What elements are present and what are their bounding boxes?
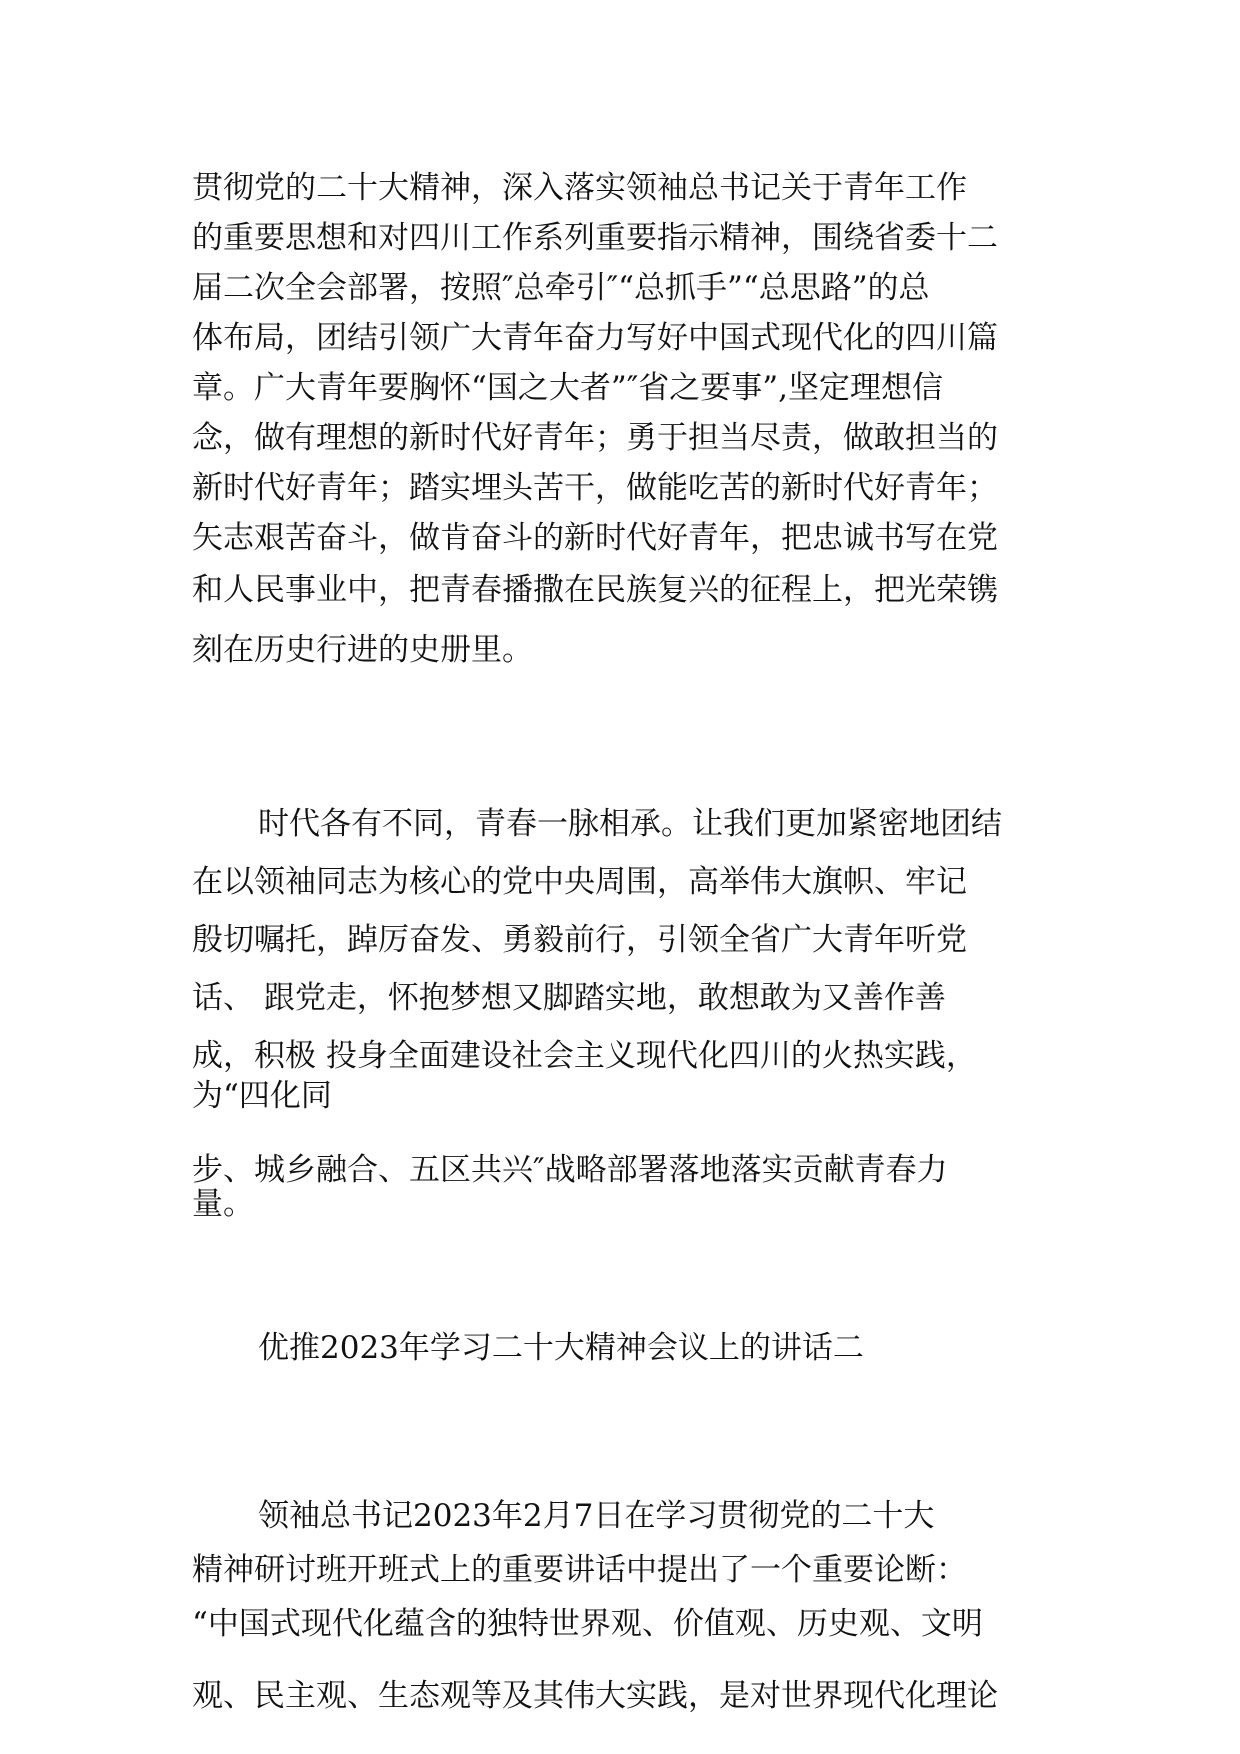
paragraph-1-line-4: 体布局，团结引领广大青年奋力写好中国式现代化的四川篇 <box>192 320 998 356</box>
paragraph-2-line-3: 殷切嘱托，踔厉奋发、勇毅前行，引领全省广大青年听党 <box>192 922 967 958</box>
section-heading: 优推2023年学习二十大精神会议上的讲话二 <box>258 1330 864 1366</box>
paragraph-2-line-2: 在以领袖同志为核心的党中央周围，高举伟大旗帜、牢记 <box>192 864 967 900</box>
paragraph-3-line-2: 精神研讨班开班式上的重要讲话中提出了一个重要论断： <box>192 1552 967 1588</box>
paragraph-3-line-4: 观、民主观、生态观等及其伟大实践，是对世界现代化理论 <box>192 1678 998 1714</box>
paragraph-1-line-2: 的重要思想和对四川工作系列重要指示精神，围绕省委十二 <box>192 220 998 256</box>
paragraph-1-line-5: 章。广大青年要胸怀“国之大者”″省之要事”,坚定理想信 <box>192 370 943 406</box>
paragraph-2-line-5: 成，积极 投身全面建设社会主义现代化四川的火热实践， <box>192 1038 977 1074</box>
paragraph-3-line-3: “中国式现代化蕴含的独特世界观、价值观、历史观、文明 <box>192 1606 983 1642</box>
paragraph-1-line-1: 贯彻党的二十大精神，深入落实领袖总书记关于青年工作 <box>192 170 967 206</box>
paragraph-1-line-3: 届二次全会部署，按照″总牵引″“总抓手”“总思路”的总 <box>192 270 930 306</box>
paragraph-3-line-1: 领袖总书记2023年2月7日在学习贯彻党的二十大 <box>258 1498 935 1534</box>
paragraph-1-line-8: 矢志艰苦奋斗，做肯奋斗的新时代好青年，把忠诚书写在党 <box>192 520 998 556</box>
paragraph-2-line-4: 话、 跟党走，怀抱梦想又脚踏实地，敢想敢为又善作善 <box>192 980 946 1016</box>
paragraph-2-line-6: 为“四化同 <box>192 1078 332 1114</box>
paragraph-1-line-10: 刻在历史行进的史册里。 <box>192 632 533 668</box>
paragraph-1-line-6: 念，做有理想的新时代好青年；勇于担当尽责，做敢担当的 <box>192 420 998 456</box>
paragraph-1-line-9: 和人民事业中，把青春播撒在民族复兴的征程上，把光荣镌 <box>192 572 998 608</box>
paragraph-1-line-7: 新时代好青年；踏实埋头苦干，做能吃苦的新时代好青年； <box>192 470 998 506</box>
paragraph-2-line-1: 时代各有不同，青春一脉相承。让我们更加紧密地团结 <box>258 806 1002 842</box>
paragraph-2-line-7: 步、城乡融合、五区共兴″战略部署落地落实贡献青春力 <box>192 1152 948 1188</box>
paragraph-2-line-8: 量。 <box>192 1186 254 1222</box>
